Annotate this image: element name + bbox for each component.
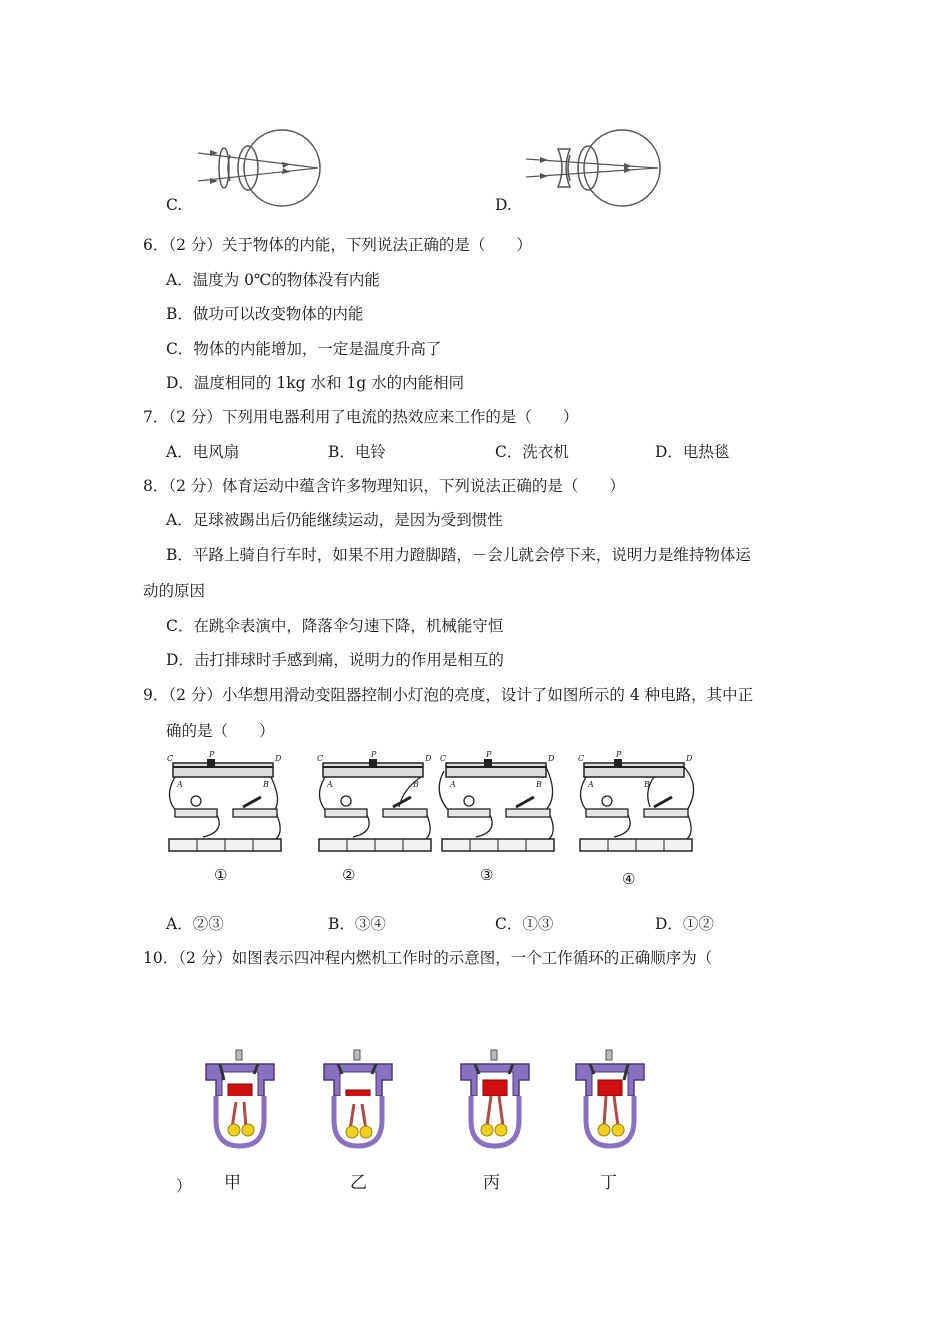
q10-stem: 10．（2 分）如图表示四冲程内燃机工作时的示意图，一个工作循环的正确顺序为（ <box>143 949 713 967</box>
q8-option-d: D．击打排球时手感到痛，说明力的作用是相互的 <box>166 651 504 669</box>
q7-option-d: D．电热毯 <box>655 443 730 461</box>
slider-terminal-b-label: B <box>263 780 269 789</box>
q9-figure-label-4: ④ <box>622 870 636 888</box>
engine-cylinder-icon <box>202 1050 278 1150</box>
q10-figure-label-bing: 丙 <box>483 1173 500 1193</box>
q8-option-c: C．在跳伞表演中，降落伞匀速下降，机械能守恒 <box>166 617 504 635</box>
engine-cylinder-icon <box>572 1050 648 1150</box>
q5-option-d-label: D. <box>495 196 512 214</box>
eye-with-convex-lens-icon <box>190 125 330 215</box>
slider-terminal-c-label: C <box>167 754 174 763</box>
q7-option-b: B．电铃 <box>328 443 386 461</box>
q9-option-c: C．①③ <box>495 915 554 933</box>
q9-stem-line2: 确的是（ ） <box>166 722 275 740</box>
q7-option-a: A．电风扇 <box>166 443 240 461</box>
slider-terminal-a-label: A <box>588 780 594 789</box>
q6-stem: 6．（2 分）关于物体的内能，下列说法正确的是（ ） <box>143 236 532 254</box>
circuit-diagram-icon <box>163 750 293 862</box>
q8-option-b-cont: 动的原因 <box>143 582 206 600</box>
slider-wiper-p-label: P <box>616 750 622 759</box>
eye-with-concave-lens-icon <box>522 125 662 215</box>
circuit-diagram-icon <box>313 750 443 862</box>
slider-wiper-p-label: P <box>209 750 215 759</box>
q9-circuit-3 <box>436 750 566 862</box>
slider-wiper-p-label: P <box>486 750 492 759</box>
q6-option-c: C．物体的内能增加，一定是温度升高了 <box>166 340 442 358</box>
q9-option-b: B．③④ <box>328 915 386 933</box>
q10-closing-paren: ） <box>176 1177 192 1195</box>
q10-figure-label-ding: 丁 <box>600 1173 617 1193</box>
q5-option-c-figure <box>190 125 330 215</box>
q6-option-a: A．温度为 0℃的物体没有内能 <box>166 271 380 289</box>
q10-engine-jia <box>202 1050 278 1150</box>
slider-terminal-c-label: C <box>317 754 324 763</box>
q10-engine-yi <box>320 1050 396 1150</box>
q10-figure-label-yi: 乙 <box>350 1173 367 1193</box>
q5-option-d-figure <box>522 125 662 215</box>
engine-cylinder-icon <box>457 1050 533 1150</box>
slider-terminal-d-label: D <box>425 754 432 763</box>
q9-circuit-2 <box>313 750 443 862</box>
slider-terminal-b-label: B <box>644 780 650 789</box>
slider-terminal-a-label: A <box>327 780 333 789</box>
q9-option-a: A．②③ <box>166 915 224 933</box>
slider-terminal-d-label: D <box>275 754 282 763</box>
circuit-diagram-icon <box>436 750 566 862</box>
slider-terminal-c-label: C <box>578 754 585 763</box>
q8-option-b: B．平路上骑自行车时，如果不用力蹬脚踏，－会儿就会停下来，说明力是维持物体运 <box>166 546 751 564</box>
q8-option-a: A．足球被踢出后仍能继续运动，是因为受到惯性 <box>166 511 503 529</box>
q9-figure-label-2: ② <box>342 866 356 884</box>
slider-wiper-p-label: P <box>371 750 377 759</box>
q8-stem: 8．（2 分）体育运动中蕴含许多物理知识，下列说法正确的是（ ） <box>143 477 625 495</box>
slider-terminal-c-label: C <box>440 754 447 763</box>
q10-engine-bing <box>457 1050 533 1150</box>
q9-option-d: D．①② <box>655 915 714 933</box>
circuit-diagram-icon <box>574 750 704 862</box>
q9-circuit-4 <box>574 750 704 862</box>
slider-terminal-d-label: D <box>548 754 555 763</box>
q10-engine-ding <box>572 1050 648 1150</box>
q9-figure-label-1: ① <box>214 866 228 884</box>
slider-terminal-d-label: D <box>686 754 693 763</box>
slider-terminal-b-label: B <box>413 780 419 789</box>
q7-option-c: C．洗衣机 <box>495 443 569 461</box>
q10-figure-label-jia: 甲 <box>224 1173 241 1193</box>
slider-terminal-b-label: B <box>536 780 542 789</box>
slider-terminal-a-label: A <box>177 780 183 789</box>
q9-figure-label-3: ③ <box>480 866 494 884</box>
q6-option-b: B．做功可以改变物体的内能 <box>166 305 364 323</box>
slider-terminal-a-label: A <box>450 780 456 789</box>
q6-option-d: D．温度相同的 1kg 水和 1g 水的内能相同 <box>166 374 465 392</box>
q9-circuit-1 <box>163 750 293 862</box>
q9-stem-line1: 9．（2 分）小华想用滑动变阻器控制小灯泡的亮度，设计了如图所示的 4 种电路，其中正 <box>143 686 754 704</box>
engine-cylinder-icon <box>320 1050 396 1150</box>
q5-option-c-label: C. <box>166 196 183 214</box>
q7-stem: 7．（2 分）下列用电器利用了电流的热效应来工作的是（ ） <box>143 408 579 426</box>
